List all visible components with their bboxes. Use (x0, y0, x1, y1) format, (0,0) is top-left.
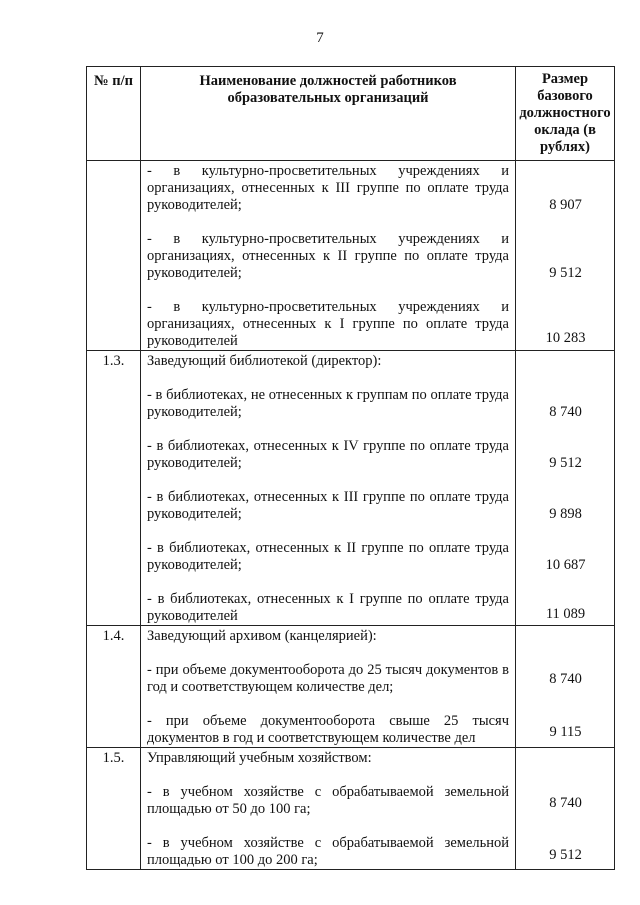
salary-amount: 8 740 (549, 404, 582, 420)
row-description (141, 748, 516, 870)
row-description (141, 351, 516, 626)
page-number: 7 (316, 30, 324, 46)
list-item: - в библиотеках, отнесенных к III группе по оплате труда руководителей; (147, 489, 509, 522)
list-item: - в учебном хозяйстве с обрабатываемой земельной площадью от 100 до 200 га; (147, 835, 509, 868)
list-item: - в библиотеках, не отнесенных к группам по оплате труда руководителей; (147, 387, 509, 420)
section-title: Управляющий учебным хозяйством: (147, 750, 372, 766)
row-amounts (516, 161, 615, 351)
table-row (87, 626, 615, 748)
list-item: - в культурно-просветительных учреждениях и организациях, отнесенных к II группе по оплате труда руководителей; (147, 231, 509, 281)
row-amounts (516, 626, 615, 748)
salary-amount: 9 512 (549, 265, 582, 281)
table-row (87, 748, 615, 870)
row-description (141, 161, 516, 351)
list-item: - в библиотеках, отнесенных к II группе по оплате труда руководителей; (147, 540, 509, 573)
salary-amount: 11 089 (545, 606, 586, 622)
salary-table (86, 66, 615, 870)
table-row (87, 161, 615, 351)
header-number: № п/п (87, 67, 141, 161)
table-row (87, 351, 615, 626)
salary-amount: 10 687 (545, 557, 586, 573)
list-item: - в библиотеках, отнесенных к I группе по оплате труда руководителей (147, 591, 509, 624)
section-title: Заведующий архивом (канцелярией): (147, 628, 377, 644)
list-item: - при объеме документооборота свыше 25 тысяч документов в год и соответствующем количестве дел (147, 713, 509, 746)
header-salary: Размер базового должностного оклада (в рублях) (516, 67, 615, 161)
row-description (141, 626, 516, 748)
row-amounts (516, 351, 615, 626)
salary-amount: 10 283 (545, 330, 586, 346)
row-number: 1.4. (87, 626, 141, 748)
salary-amount: 9 512 (549, 455, 582, 471)
list-item: - в культурно-просветительных учреждениях и организациях, отнесенных к I группе по оплате труда руководителей (147, 299, 509, 349)
header-position-name: Наименование должностей работников образовательных организаций (141, 67, 516, 161)
row-number: 1.5. (87, 748, 141, 870)
table-header-row (87, 67, 615, 161)
row-number (87, 161, 141, 351)
salary-amount: 8 740 (549, 671, 582, 687)
salary-amount: 9 115 (549, 724, 582, 740)
salary-amount: 8 907 (549, 197, 582, 213)
row-number: 1.3. (87, 351, 141, 626)
section-title: Заведующий библиотекой (директор): (147, 353, 382, 369)
salary-amount: 8 740 (549, 795, 582, 811)
list-item: - в учебном хозяйстве с обрабатываемой земельной площадью от 50 до 100 га; (147, 784, 509, 817)
list-item: - в библиотеках, отнесенных к IV группе по оплате труда руководителей; (147, 438, 509, 471)
row-amounts (516, 748, 615, 870)
list-item: - при объеме документооборота до 25 тысяч документов в год и соответствующем количестве дел; (147, 662, 509, 695)
salary-amount: 9 898 (549, 506, 582, 522)
salary-amount: 9 512 (549, 847, 582, 863)
list-item: - в культурно-просветительных учреждениях и организациях, отнесенных к III группе по оплате труда руководителей; (147, 163, 509, 213)
